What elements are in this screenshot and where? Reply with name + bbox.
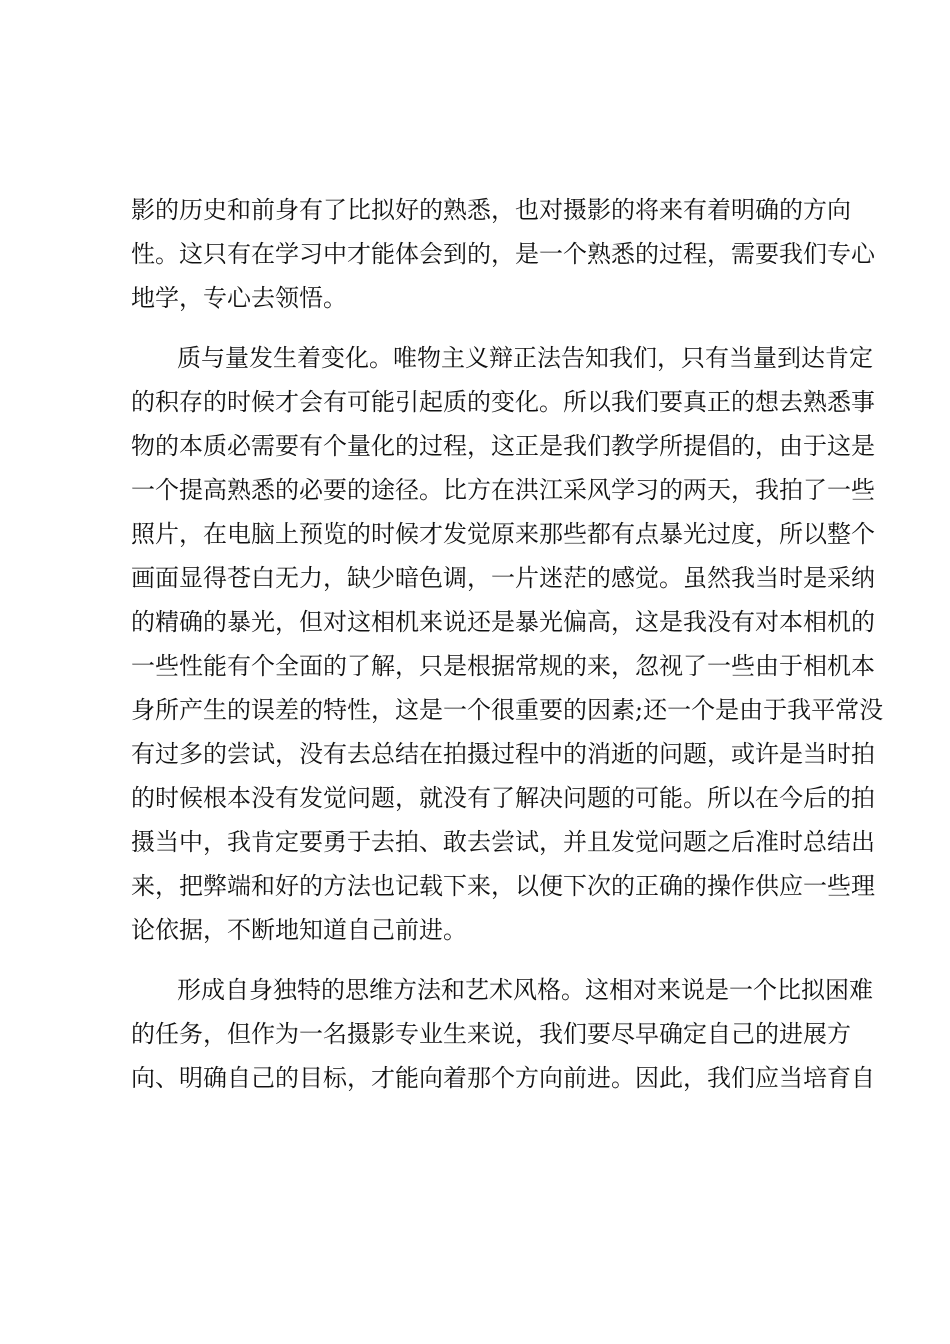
paragraph-2-line-10: 有过多的尝试，没有去总结在拍摄过程中的消逝的问题，或许是当时拍 (131, 740, 875, 768)
paragraph-1-line-2: 性。这只有在学习中才能体会到的，是一个熟悉的过程，需要我们专心 (131, 240, 875, 268)
paragraph-2-line-8: 一些性能有个全面的了解，只是根据常规的来，忽视了一些由于相机本 (131, 652, 875, 680)
paragraph-3-line-3: 向、明确自己的目标，才能向着那个方向前进。因此，我们应当培育自 (131, 1064, 875, 1092)
paragraph-2-line-6: 画面显得苍白无力，缺少暗色调，一片迷茫的感觉。虽然我当时是采纳 (131, 564, 875, 592)
paragraph-2-line-7: 的精确的暴光，但对这相机来说还是暴光偏高，这是我没有对本相机的 (131, 608, 875, 636)
paragraph-2-line-12: 摄当中，我肯定要勇于去拍、敢去尝试，并且发觉问题之后准时总结出 (131, 828, 875, 856)
paragraph-2-line-5: 照片，在电脑上预览的时候才发觉原来那些都有点暴光过度，所以整个 (131, 520, 875, 548)
paragraph-1-line-3: 地学，专心去领悟。 (131, 284, 347, 312)
paragraph-1-line-1: 影的历史和前身有了比拟好的熟悉，也对摄影的将来有着明确的方向 (131, 196, 851, 224)
paragraph-2-line-9: 身所产生的误差的特性，这是一个很重要的因素;还一个是由于我平常没 (131, 696, 884, 724)
paragraph-2-line-3: 物的本质必需要有个量化的过程，这正是我们教学所提倡的，由于这是 (131, 432, 875, 460)
paragraph-2-line-11: 的时候根本没有发觉问题，就没有了解决问题的可能。所以在今后的拍 (131, 784, 875, 812)
paragraph-2-line-2: 的积存的时候才会有可能引起质的变化。所以我们要真正的想去熟悉事 (131, 388, 875, 416)
paragraph-3-line-2: 的任务，但作为一名摄影专业生来说，我们要尽早确定自己的进展方 (131, 1020, 851, 1048)
paragraph-2-line-14: 论依据，不断地知道自己前进。 (131, 916, 467, 944)
paragraph-2-line-13: 来，把弊端和好的方法也记载下来，以便下次的正确的操作供应一些理 (131, 872, 875, 900)
paragraph-2-line-4: 一个提高熟悉的必要的途径。比方在洪江采风学习的两天，我拍了一些 (131, 476, 875, 504)
paragraph-3-line-1: 形成自身独特的思维方法和艺术风格。这相对来说是一个比拟困难 (177, 976, 873, 1004)
paragraph-2-line-1: 质与量发生着变化。唯物主义辩正法告知我们，只有当量到达肯定 (177, 344, 873, 372)
